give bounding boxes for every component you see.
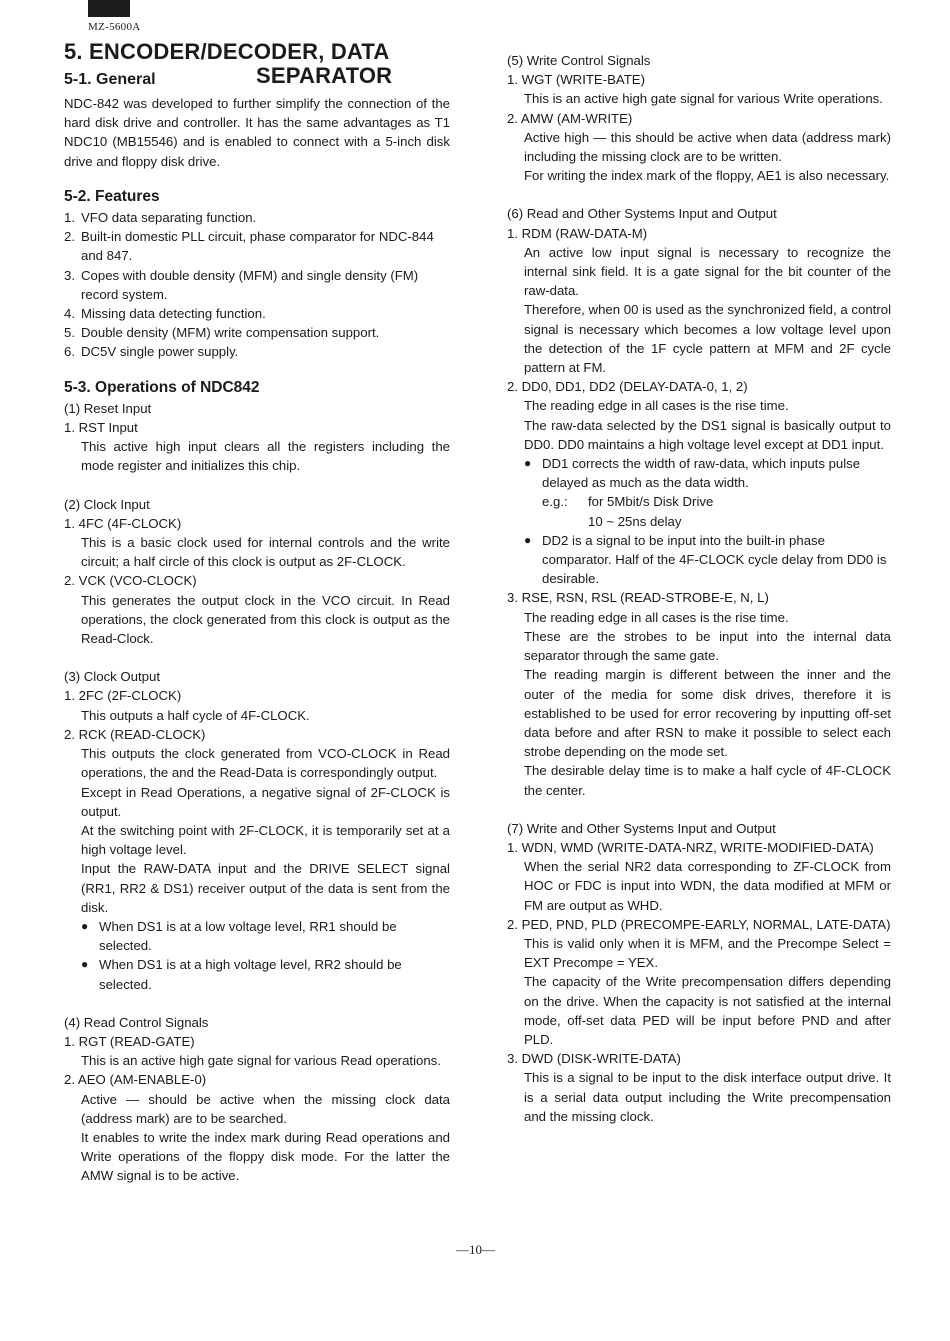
bullet-icon: ● (524, 532, 532, 547)
signal-description: This outputs a half cycle of 4F-CLOCK. (81, 707, 310, 723)
signal-item: 1. WDN, WMD (WRITE-DATA-NRZ, WRITE-MODIFIED-DATA) (507, 839, 874, 855)
signal-description: It enables to write the index mark during Read operations and Write operations of the floppy disk mode. For the latter the AMW signal is to be active. (81, 1129, 450, 1184)
subsection-reset-input: (1) Reset Input (64, 400, 152, 416)
bullet-item: ● When DS1 is at a low voltage level, RR1 should be selected. (64, 917, 450, 955)
signal-description: The reading edge in all cases is the rise time. (524, 398, 789, 414)
signal-item: 2. AMW (AM-WRITE) (507, 110, 633, 126)
list-item: 4. Missing data detecting function. (64, 306, 266, 322)
signal-description: Except in Read Operations, a negative signal of 2F-CLOCK is output. (81, 784, 450, 819)
list-item: 3. Copes with double density (MFM) and single density (FM) record system. (64, 267, 419, 302)
signal-description: At the switching point with 2F-CLOCK, it is temporarily set at a high voltage level. (81, 822, 450, 858)
bullet-icon: ● (81, 957, 89, 972)
signal-description: An active low input signal is necessary to recognize the internal sink field. It is a gate signal for the bit counter of the raw-data. (524, 244, 891, 299)
general-paragraph: NDC-842 was developed to further simplify the connection of the hard disk drive and controller. It has the same advantages as T1 NDC10 (MB15546) and is enabled to connect with a 5-inch disk drive and floppy disk drive. (64, 96, 450, 169)
header-tab-mark (88, 0, 130, 17)
signal-item: 1. RGT (READ-GATE) (64, 1033, 195, 1049)
signal-item: 2. RCK (READ-CLOCK) (64, 726, 206, 742)
signal-description: This is valid only when it is MFM, and the Precompe Select = EXT Precompe = YEX. (524, 935, 891, 971)
signal-item: 2. PED, PND, PLD (PRECOMPE-EARLY, NORMAL, LATE-DATA) (507, 916, 891, 932)
list-item: 6. DC5V single power supply. (64, 344, 239, 360)
signal-description: These are the strobes to be input into the internal data separator through the same gate. (524, 628, 891, 664)
signal-description: Therefore, when 00 is used as the synchronized field, a control signal is necessary which becomes a low voltage level upon the detection of the 1F cycle pattern at MFM and 2F cycle pattern at FM. (524, 302, 891, 376)
example-line: e.g.: for 5Mbit/s Disk Drive (542, 494, 714, 510)
subsection-clock-output: (3) Clock Output (64, 669, 161, 685)
signal-item: 2. DD0, DD1, DD2 (DELAY-DATA-0, 1, 2) (507, 379, 748, 395)
signal-item: 1. RDM (RAW-DATA-M) (507, 225, 648, 241)
signal-description: This is an active high gate signal for various Read operations. (81, 1053, 441, 1069)
bullet-item: ● DD2 is a signal to be input into the built-in phase comparator. Half of the 4F-CLOCK cycle delay from DD0 is desirable. (507, 531, 891, 589)
section-heading-features: 5-2. Features (64, 187, 160, 205)
signal-description: The desirable delay time is to make a half cycle of 4F-CLOCK the center. (524, 763, 891, 798)
bullet-item: ● DD1 corrects the width of raw-data, which inputs pulse delayed as much as the data width. (507, 454, 891, 492)
signal-item: 1. 4FC (4F-CLOCK) (64, 515, 182, 531)
signal-description: The capacity of the Write precompensation differs depending on the drive. When the capacity is not satisfied at the internal mode, off-set data PED will be input before PND and after PLD. (524, 974, 891, 1047)
signal-description: For writing the index mark of the floppy, AE1 is also necessary. (524, 168, 890, 184)
signal-description: This outputs the clock generated from VCO-CLOCK in Read operations, the and the Read-Data is correspondingly output. (81, 746, 450, 781)
example-line: 10 ~ 25ns delay (588, 513, 682, 529)
bullet-icon: ● (524, 456, 532, 471)
section-heading-general: 5-1. General (64, 71, 156, 88)
signal-item: 2. AEO (AM-ENABLE-0) (64, 1072, 207, 1088)
right-column (507, 51, 891, 1126)
chapter-title: 5. ENCODER/DECODER, DATA (64, 39, 390, 64)
signal-description: Active — should be active when the missing clock data (address mark) are to be searched. (81, 1091, 450, 1126)
subsection-read-other: (6) Read and Other Systems Input and Output (507, 206, 777, 222)
list-item: 2. Built-in domestic PLL circuit, phase comparator for NDC-844 and 847. (64, 229, 434, 264)
page-number: —10— (456, 1242, 495, 1257)
signal-description: The reading edge in all cases is the rise time. (524, 609, 789, 625)
signal-item: 1. WGT (WRITE-BATE) (507, 72, 645, 88)
signal-description: Active high — this should be active when data (address mark) including the missing clock are to be written. (524, 129, 891, 165)
signal-description: This is an active high gate signal for various Write operations. (524, 91, 883, 107)
bullet-item: ● When DS1 is at a high voltage level, RR2 should be selected. (64, 955, 450, 993)
left-column (64, 94, 450, 1186)
signal-item: 1. RST Input (64, 420, 138, 436)
model-number: MZ-5600A (88, 21, 141, 33)
bullet-icon: ● (81, 918, 89, 933)
signal-item: 3. RSE, RSN, RSL (READ-STROBE-E, N, L) (507, 590, 769, 606)
signal-item: 1. 2FC (2F-CLOCK) (64, 688, 182, 704)
subsection-clock-input: (2) Clock Input (64, 496, 150, 512)
subsection-read-control: (4) Read Control Signals (64, 1014, 209, 1030)
signal-description: This active high input clears all the registers including the mode register and initializes this chip. (81, 439, 450, 474)
list-item: 1. VFO data separating function. (64, 210, 257, 226)
signal-description: This generates the output clock in the VCO circuit. In Read operations, the clock generated from this clock is output as the Read-Clock. (81, 592, 450, 647)
signal-description: This is a basic clock used for internal controls and the write circuit; a half circle of this clock is output as 2F-CLOCK. (81, 535, 450, 570)
subsection-write-control: (5) Write Control Signals (507, 53, 651, 68)
signal-item: 2. VCK (VCO-CLOCK) (64, 573, 197, 589)
signal-item: 3. DWD (DISK-WRITE-DATA) (507, 1051, 681, 1067)
chapter-title-continued: SEPARATOR (256, 63, 393, 88)
subsection-write-other: (7) Write and Other Systems Input and Output (507, 820, 776, 836)
signal-description: This is a signal to be input to the disk interface output drive. It is a serial data output including the Write precompensation and the missing clock. (524, 1070, 891, 1124)
signal-description: Input the RAW-DATA input and the DRIVE SELECT signal (RR1, RR2 & DS1) receiver output of the data is sent from the disk. (81, 861, 450, 915)
section-heading-operations: 5-3. Operations of NDC842 (64, 378, 260, 396)
signal-description: The raw-data selected by the DS1 signal is basically output to DD0. DD0 maintains a high voltage level except at DD1 input. (524, 417, 891, 452)
signal-description: When the serial NR2 data corresponding to ZF-CLOCK from HOC or FDC is input into WDN, the data modified at MFM or FM are output as WHD. (524, 859, 891, 913)
list-item: 5. Double density (MFM) write compensation support. (64, 325, 380, 341)
signal-description: The reading margin is different between the inner and the outer of the media for some disk drives, therefore it is established to be used for error recovering by inputting off-set data before and after RSN to make it possible to select each strobe depending on the mode set. (524, 667, 891, 760)
